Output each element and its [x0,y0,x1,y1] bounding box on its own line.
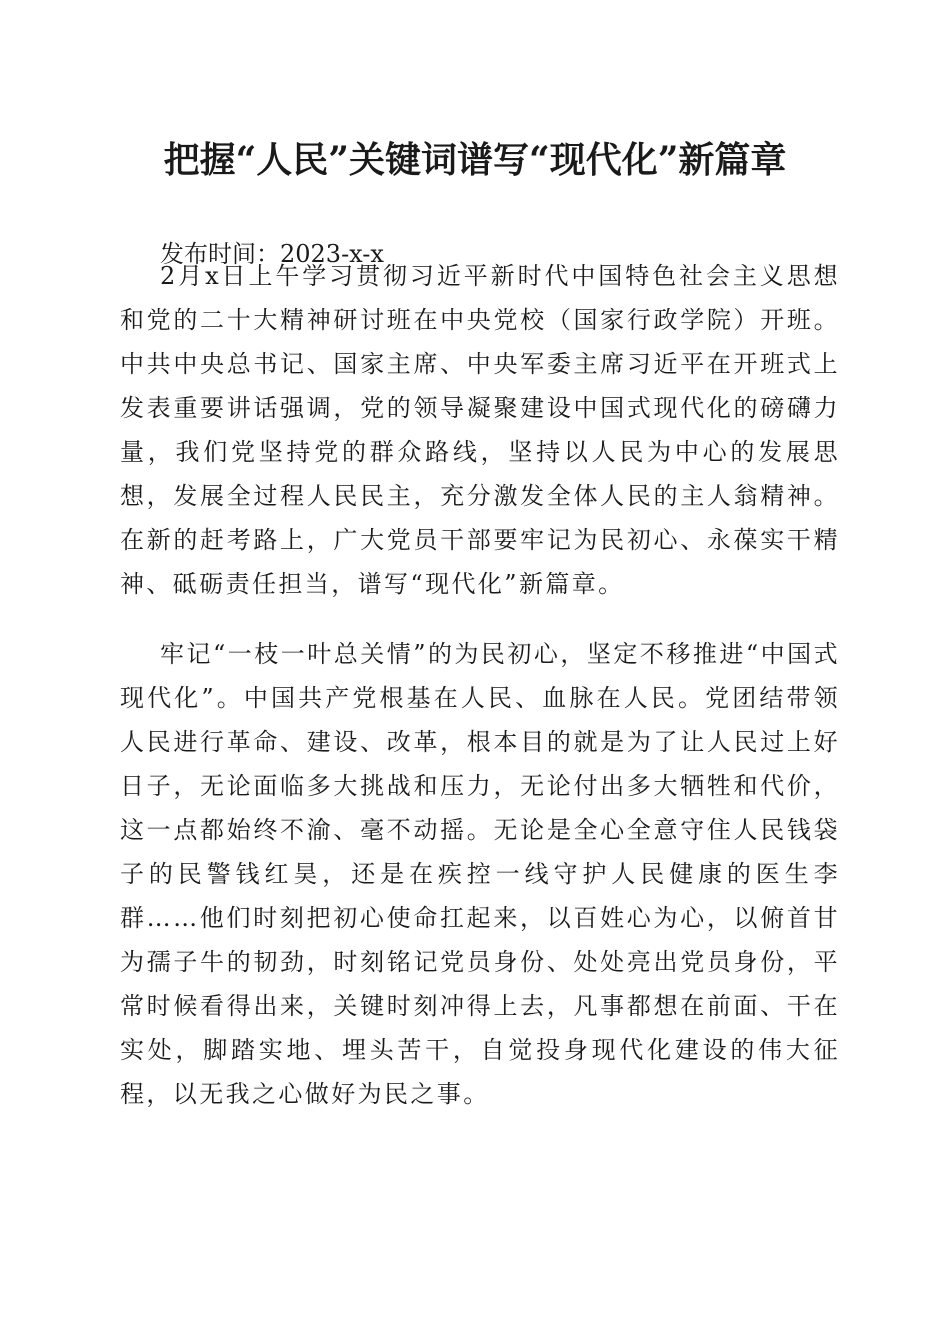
paragraph-2: 牢记“一枝一叶总关情”的为民初心，坚定不移推进“中国式现代化”。中国共产党根基在人民、血脉在人民。党团结带领人民进行革命、建设、改革，根本目的就是为了让人民过上好日子，无论面临多大挑战和压力，无论付出多大牺牲和代价，这一点都始终不渝、毫不动摇。无论是全心全意守住人民钱袋子的民警钱红昊，还是在疾控一线守护人民健康的医生李群……他们时刻把初心使命扛起来，以百姓心为心，以俯首甘为孺子牛的韧劲，时刻铭记党员身份、处处亮出党员身份，平常时候看得出来，关键时刻冲得上去，凡事都想在前面、干在实处，脚踏实地、埋头苦干，自觉投身现代化建设的伟大征程，以无我之心做好为民之事。 [120,640,840,1108]
paragraph-1: 2月x日上午学习贯彻习近平新时代中国特色社会主义思想和党的二十大精神研讨班在中央党校（国家行政学院）开班。中共中央总书记、国家主席、中央军委主席习近平在开班式上发表重要讲话强调，党的领导凝聚建设中国式现代化的磅礴力量，我们党坚持党的群众路线，坚持以人民为中心的发展思想，发展全过程人民民主，充分激发全体人民的主人翁精神。在新的赶考路上，广大党员干部要牢记为民初心、永葆实干精神、砥砺责任担当，谱写“现代化”新篇章。 [120,262,840,598]
document-title: 把握“人民”关键词谱写“现代化”新篇章 [163,139,787,181]
publish-time: 发布时间：2023-x-x [160,240,384,268]
